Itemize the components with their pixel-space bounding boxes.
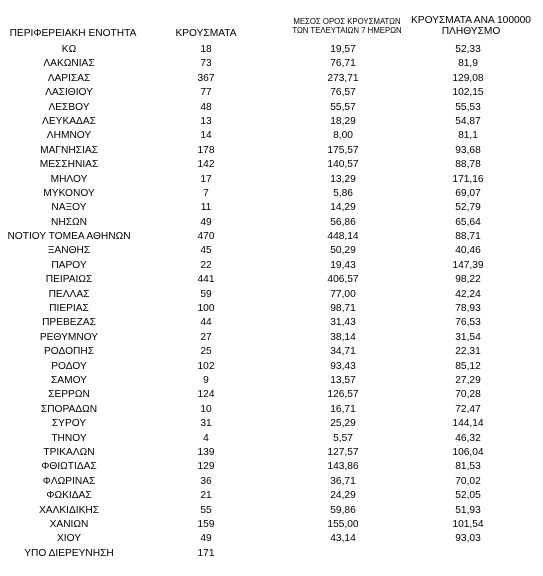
cell-avg7: 98,71: [330, 303, 356, 315]
cell-per100k: 69,07: [455, 187, 481, 199]
cell-cases: 31: [200, 418, 212, 430]
cell-avg7: 19,57: [330, 44, 356, 55]
cell-avg7: 76,57: [330, 87, 356, 99]
table-row: [0, 288, 543, 302]
cell-avg7: 55,57: [330, 101, 356, 113]
cell-region: ΧΙΟΥ: [56, 533, 82, 545]
cell-cases: 367: [197, 72, 215, 84]
cell-per100k: 171,16: [452, 173, 484, 185]
header-avg7-line1: ΜΕΣΟΣ ΟΡΟΣ ΚΡΟΥΣΜΑΤΩΝ: [293, 17, 401, 26]
cell-avg7: 38,14: [330, 331, 356, 343]
cell-cases: 9: [203, 374, 209, 386]
cell-region: ΧΑΛΚΙΔΙΚΗΣ: [38, 504, 100, 516]
table-row: [0, 518, 543, 532]
header-per100k: [406, 16, 536, 37]
table-row: [0, 173, 543, 187]
cell-avg7: 43,14: [330, 533, 356, 545]
cell-cases: 4: [203, 432, 209, 444]
cell-cases: 44: [200, 317, 212, 329]
table-row: [0, 86, 543, 100]
cell-per100k: 22,31: [455, 346, 481, 358]
cell-per100k: 101,54: [452, 518, 484, 530]
cell-cases: 49: [200, 533, 212, 545]
table-row: [0, 187, 543, 201]
cell-region: ΛΕΣΒΟΥ: [48, 101, 90, 113]
cell-per100k: 88,71: [455, 231, 481, 243]
cell-avg7: 143,86: [327, 461, 359, 473]
table-row: [0, 432, 543, 446]
table-row: [0, 101, 543, 115]
table-row: [0, 201, 543, 215]
cell-region: ΛΑΣΙΘΙΟΥ: [45, 87, 93, 99]
header-region: ΠΕΡΙΦΕΡΕΙΑΚΗ ΕΝΟΤΗΤΑ: [9, 28, 137, 39]
cell-avg7: 50,29: [330, 245, 356, 257]
cell-avg7: 24,29: [330, 490, 356, 502]
cell-per100k: 98,22: [455, 274, 481, 286]
cell-avg7: 448,14: [327, 231, 359, 243]
cell-cases: 124: [197, 389, 215, 401]
cell-per100k: 81,1: [458, 130, 478, 142]
cell-cases: 14: [200, 130, 212, 142]
header-avg7-line2: ΤΩΝ ΤΕΛΕΥΤΑΙΩΝ 7 ΗΜΕΡΩΝ: [292, 26, 402, 35]
table-row: [0, 388, 543, 402]
cell-per100k: 129,08: [452, 72, 484, 84]
table-row: [0, 446, 543, 460]
cell-avg7: 13,57: [330, 374, 356, 386]
cell-avg7: 140,57: [327, 159, 359, 171]
cell-cases: 100: [197, 303, 215, 315]
cell-avg7: 25,29: [330, 418, 356, 430]
table-row: [0, 129, 543, 143]
cell-region: ΛΕΥΚΑΔΑΣ: [42, 115, 96, 127]
cell-cases: 59: [200, 288, 212, 300]
cell-avg7: 93,43: [330, 360, 356, 372]
cell-per100k: 81,9: [458, 58, 478, 70]
cell-region: ΝΑΞΟΥ: [51, 202, 87, 214]
cell-region: ΛΑΡΙΣΑΣ: [47, 72, 91, 84]
cell-avg7: 406,57: [327, 274, 359, 286]
cell-cases: 129: [197, 461, 215, 473]
cell-per100k: 81,53: [455, 461, 481, 473]
table-row: [0, 259, 543, 273]
cell-region: ΤΗΝΟΥ: [51, 432, 87, 444]
cell-avg7: 76,71: [330, 58, 356, 70]
cell-region: ΛΗΜΝΟΥ: [46, 130, 92, 142]
table-row: [0, 43, 543, 57]
cell-per100k: 88,78: [455, 159, 481, 171]
table-row: [0, 115, 543, 129]
table-row: [0, 57, 543, 71]
cell-cases: 13: [200, 115, 212, 127]
cell-per100k: 93,03: [455, 533, 481, 545]
cell-cases: 21: [200, 490, 212, 502]
table-row: [0, 316, 543, 330]
table-row: [0, 72, 543, 86]
cell-region: ΤΡΙΚΑΛΩΝ: [43, 446, 95, 458]
cell-region: ΡΟΔΟΥ: [51, 360, 87, 372]
cell-cases: 49: [200, 216, 212, 228]
cell-region: ΞΑΝΘΗΣ: [47, 245, 91, 257]
cell-per100k: 93,68: [455, 144, 481, 156]
cell-cases: 77: [200, 87, 212, 99]
table-row: [0, 273, 543, 287]
cell-per100k: 85,12: [455, 360, 481, 372]
cell-avg7: 31,43: [330, 317, 356, 329]
cell-region: ΧΑΝΙΩΝ: [49, 518, 89, 530]
cell-region: ΠΙΕΡΙΑΣ: [49, 303, 89, 315]
cell-cases: 441: [197, 274, 215, 286]
cell-avg7: 5,57: [333, 432, 353, 444]
cell-avg7: 77,00: [330, 288, 356, 300]
table-row: [0, 489, 543, 503]
table-row: [0, 504, 543, 518]
table-row: [0, 216, 543, 230]
cell-avg7: 16,71: [330, 403, 356, 415]
cell-cases: 171: [197, 547, 215, 559]
cell-cases: 11: [200, 202, 212, 214]
cell-avg7: 14,29: [330, 202, 356, 214]
cell-region: ΝΟΤΙΟΥ ΤΟΜΕΑ ΑΘΗΝΩΝ: [7, 231, 131, 243]
cell-avg7: 127,57: [327, 446, 359, 458]
cell-avg7: 59,86: [330, 504, 356, 516]
cell-avg7: 19,43: [330, 259, 356, 271]
cell-per100k: 52,79: [455, 202, 481, 214]
cell-per100k: 70,02: [455, 475, 481, 487]
cell-avg7: 34,71: [330, 346, 356, 358]
cell-cases: 178: [197, 144, 215, 156]
cell-per100k: 72,47: [455, 403, 481, 415]
cell-avg7: 36,71: [330, 475, 356, 487]
table-row: [0, 331, 543, 345]
cell-cases: 55: [200, 504, 212, 516]
cell-cases: 159: [197, 518, 215, 530]
cell-cases: 10: [200, 403, 212, 415]
cell-region: ΣΑΜΟΥ: [51, 374, 87, 386]
cell-cases: 102: [197, 360, 215, 372]
table-row: [0, 144, 543, 158]
table-row: [0, 230, 543, 244]
cell-cases: 17: [200, 173, 212, 185]
cell-per100k: 147,39: [452, 259, 484, 271]
table-row: [0, 360, 543, 374]
table-row: [0, 345, 543, 359]
cell-region: ΜΗΛΟΥ: [50, 173, 88, 185]
cell-cases: 22: [200, 259, 212, 271]
header-cases: ΚΡΟΥΣΜΑΤΑ: [175, 28, 237, 39]
table-header: [0, 0, 543, 40]
table-row: [0, 475, 543, 489]
cell-cases: 45: [200, 245, 212, 257]
cell-region: ΚΩ: [61, 44, 77, 55]
cell-per100k: 76,53: [455, 317, 481, 329]
table-row: [0, 158, 543, 172]
table-row: [0, 532, 543, 546]
cell-region: ΠΡΕΒΕΖΑΣ: [42, 317, 96, 329]
cell-per100k: 55,53: [455, 101, 481, 113]
cell-region: ΥΠΟ ΔΙΕΡΕΥΝΗΣΗ: [24, 547, 114, 559]
table-body: [0, 43, 543, 561]
cell-cases: 470: [197, 231, 215, 243]
cell-cases: 36: [200, 475, 212, 487]
cell-avg7: 8,00: [333, 130, 353, 142]
table-row: [0, 244, 543, 258]
cell-region: ΦΘΙΩΤΙΔΑΣ: [41, 461, 97, 473]
cell-avg7: 18,29: [330, 115, 356, 127]
cell-region: ΦΛΩΡΙΝΑΣ: [42, 475, 96, 487]
table-row: [0, 460, 543, 474]
cell-cases: 27: [200, 331, 212, 343]
cell-cases: 25: [200, 346, 212, 358]
header-per100k-line1: ΚΡΟΥΣΜΑΤΑ ΑΝΑ 100000: [411, 15, 531, 26]
cell-region: ΦΩΚΙΔΑΣ: [46, 490, 92, 502]
table-row: [0, 403, 543, 417]
cell-cases: 18: [200, 44, 212, 55]
cell-cases: 142: [197, 159, 215, 171]
cell-region: ΝΗΣΩΝ: [51, 216, 87, 228]
cell-avg7: 5,86: [333, 187, 353, 199]
cell-region: ΠΕΛΛΑΣ: [48, 288, 90, 300]
cell-per100k: 106,04: [452, 446, 484, 458]
table-row: [0, 302, 543, 316]
cell-cases: 7: [203, 187, 209, 199]
cell-region: ΜΑΓΝΗΣΙΑΣ: [40, 144, 98, 156]
cell-region: ΡΟΔΟΠΗΣ: [43, 346, 95, 358]
cell-region: ΣΠΟΡΑΔΩΝ: [40, 403, 98, 415]
cell-per100k: 52,05: [455, 490, 481, 502]
cell-per100k: 46,32: [455, 432, 481, 444]
cell-region: ΛΑΚΩΝΙΑΣ: [43, 58, 95, 70]
cell-avg7: 155,00: [327, 518, 359, 530]
cell-region: ΠΕΙΡΑΙΩΣ: [45, 274, 93, 286]
cell-cases: 73: [200, 58, 212, 70]
cell-per100k: 78,93: [455, 303, 481, 315]
cell-region: ΜΥΚΟΝΟΥ: [43, 187, 95, 199]
cell-avg7: 273,71: [327, 72, 359, 84]
cell-per100k: 52,33: [455, 44, 481, 55]
cell-per100k: 102,15: [452, 87, 484, 99]
cell-region: ΣΥΡΟΥ: [51, 418, 87, 430]
table-row: [0, 417, 543, 431]
cell-avg7: 13,29: [330, 173, 356, 185]
cell-avg7: 56,86: [330, 216, 356, 228]
cell-per100k: 65,64: [455, 216, 481, 228]
cell-per100k: 42,24: [455, 288, 481, 300]
cell-per100k: 70,28: [455, 389, 481, 401]
header-avg7: [276, 17, 418, 35]
cell-region: ΡΕΘΥΜΝΟΥ: [39, 331, 99, 343]
cell-per100k: 27,29: [455, 374, 481, 386]
cell-cases: 139: [197, 446, 215, 458]
cell-region: ΣΕΡΡΩΝ: [48, 389, 90, 401]
cell-avg7: 126,57: [327, 389, 359, 401]
cell-region: ΠΑΡΟΥ: [51, 259, 87, 271]
cell-avg7: 175,57: [327, 144, 359, 156]
cell-cases: 48: [200, 101, 212, 113]
cell-per100k: 31,54: [455, 331, 481, 343]
cell-per100k: 51,93: [455, 504, 481, 516]
cell-per100k: 54,87: [455, 115, 481, 127]
header-per100k-line2: ΠΛΗΘΥΣΜΟ: [441, 25, 501, 37]
table-row: [0, 547, 543, 561]
cell-per100k: 40,46: [455, 245, 481, 257]
cell-per100k: 144,14: [452, 418, 484, 430]
cell-region: ΜΕΣΣΗΝΙΑΣ: [39, 159, 99, 171]
table-row: [0, 374, 543, 388]
